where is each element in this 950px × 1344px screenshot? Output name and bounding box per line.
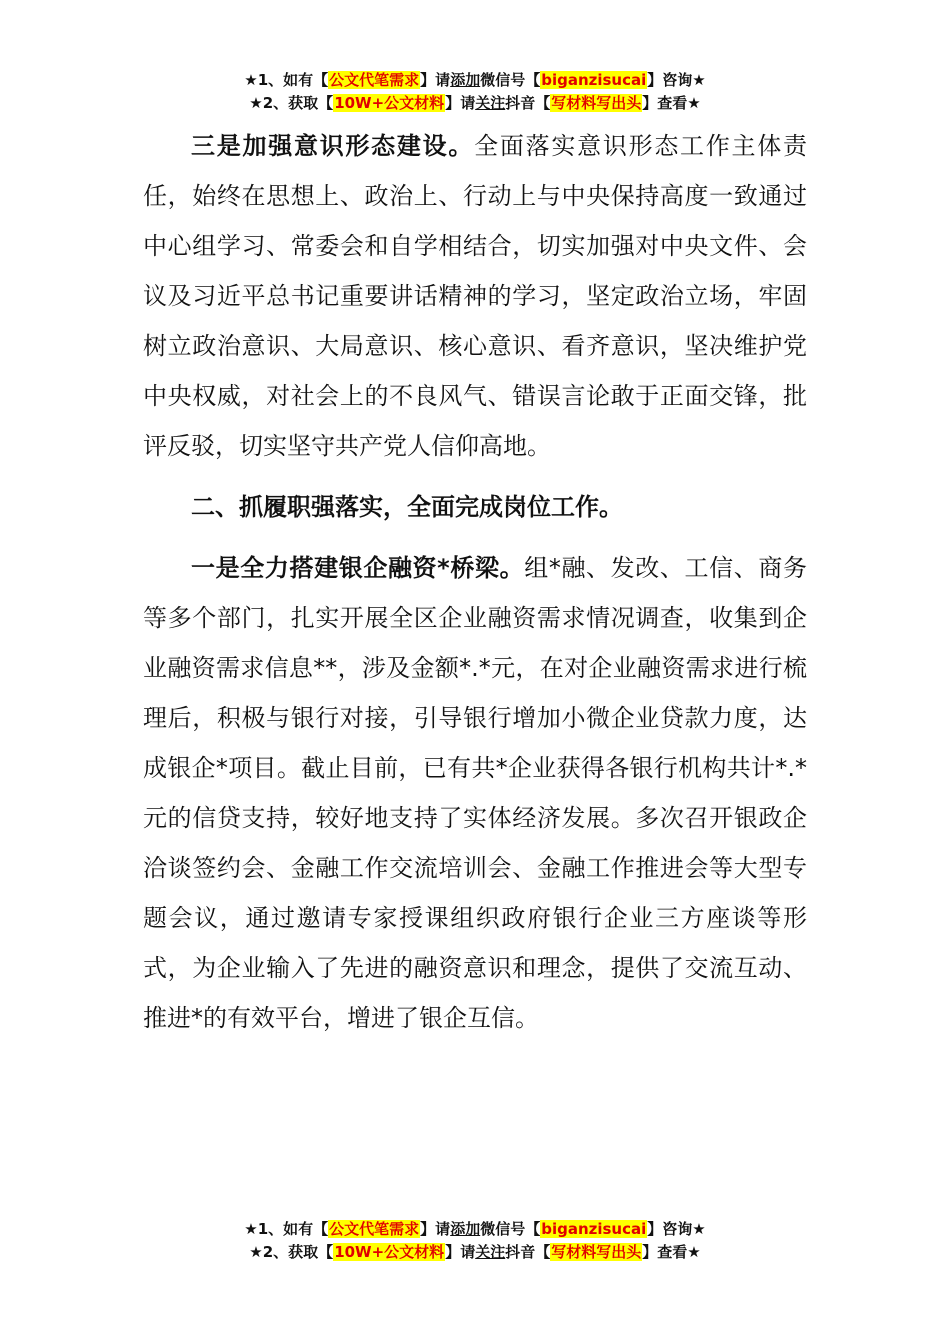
banner-highlight: 公文代笔需求 xyxy=(329,1220,420,1238)
banner-text: ★2、获取【 xyxy=(249,1243,334,1261)
banner-text: ★1、如有【 xyxy=(244,1220,329,1238)
banner-text: 】查看★ xyxy=(642,94,701,112)
banner-text: ★2、获取【 xyxy=(249,94,334,112)
paragraph-lead: 三是加强意识形态建设。 xyxy=(191,132,475,160)
banner-line-1 xyxy=(0,69,950,92)
banner-text: 】查看★ xyxy=(642,1243,701,1261)
section-heading: 二、抓履职强落实，全面完成岗位工作。 xyxy=(191,493,623,521)
footer-banner xyxy=(0,1218,950,1264)
banner-text: 】咨询★ xyxy=(647,71,706,89)
banner-line-1 xyxy=(0,1218,950,1241)
banner-text: 】请 xyxy=(420,71,451,89)
banner-highlight: 公文代笔需求 xyxy=(329,71,420,89)
banner-text: 抖音【 xyxy=(505,94,551,112)
paragraph-lead: 一是全力搭建银企融资*桥梁。 xyxy=(191,554,525,582)
banner-underlined-text: 添加 xyxy=(450,1220,481,1238)
paragraph-ideology xyxy=(143,121,807,471)
banner-highlight: biganzisucai xyxy=(541,1220,647,1238)
banner-line-2 xyxy=(0,1241,950,1264)
banner-text: 抖音【 xyxy=(505,1243,551,1261)
banner-highlight: 写材料写出头 xyxy=(551,94,642,112)
banner-line-2 xyxy=(0,92,950,115)
banner-text: 】请 xyxy=(445,1243,476,1261)
header-banner xyxy=(0,69,950,115)
banner-underlined-text: 关注 xyxy=(475,1243,506,1261)
banner-highlight: 写材料写出头 xyxy=(551,1243,642,1261)
banner-text: 】请 xyxy=(445,94,476,112)
banner-underlined-text: 关注 xyxy=(475,94,506,112)
banner-highlight: 10W+公文材料 xyxy=(334,1243,445,1261)
document-body xyxy=(143,121,807,1043)
paragraph-financing xyxy=(143,543,807,1043)
paragraph-text: 全面落实意识形态工作主体责任，始终在思想上、政治上、行动上与中央保持高度一致通过中心组学习、常委会和自学相结合，切实加强对中央文件、会议及习近平总书记重要讲话精神的学习，坚定政治立场，牢固树立政治意识、大局意识、核心意识、看齐意识，坚决维护党中央权威，对社会上的不良风气、错误言论敢于正面交锋，批评反驳，切实坚守共产党人信仰高地。 xyxy=(143,132,808,460)
banner-text: 】请 xyxy=(420,1220,451,1238)
banner-text: 】咨询★ xyxy=(647,1220,706,1238)
banner-text: 微信号【 xyxy=(480,1220,541,1238)
banner-text: ★1、如有【 xyxy=(244,71,329,89)
banner-underlined-text: 添加 xyxy=(450,71,481,89)
banner-highlight: biganzisucai xyxy=(541,71,647,89)
banner-text: 微信号【 xyxy=(480,71,541,89)
banner-highlight: 10W+公文材料 xyxy=(334,94,445,112)
paragraph-text: 组*融、发改、工信、商务等多个部门，扎实开展全区企业融资需求情况调查，收集到企业融资需求信息**，涉及金额*.*元，在对企业融资需求进行梳理后，积极与银行对接，引导银行增加小微企业贷款力度，达成银企*项目。截止目前，已有共*企业获得各银行机构共计*.*元的信贷支持，较好地支持了实体经济发展。多次召开银政企洽谈签约会、金融工作交流培训会、金融工作推进会等大型专题会议，通过邀请专家授课组织政府银行企业三方座谈等形式，为企业输入了先进的融资意识和理念，提供了交流互动、推进*的有效平台，增进了银企互信。 xyxy=(143,554,807,1032)
